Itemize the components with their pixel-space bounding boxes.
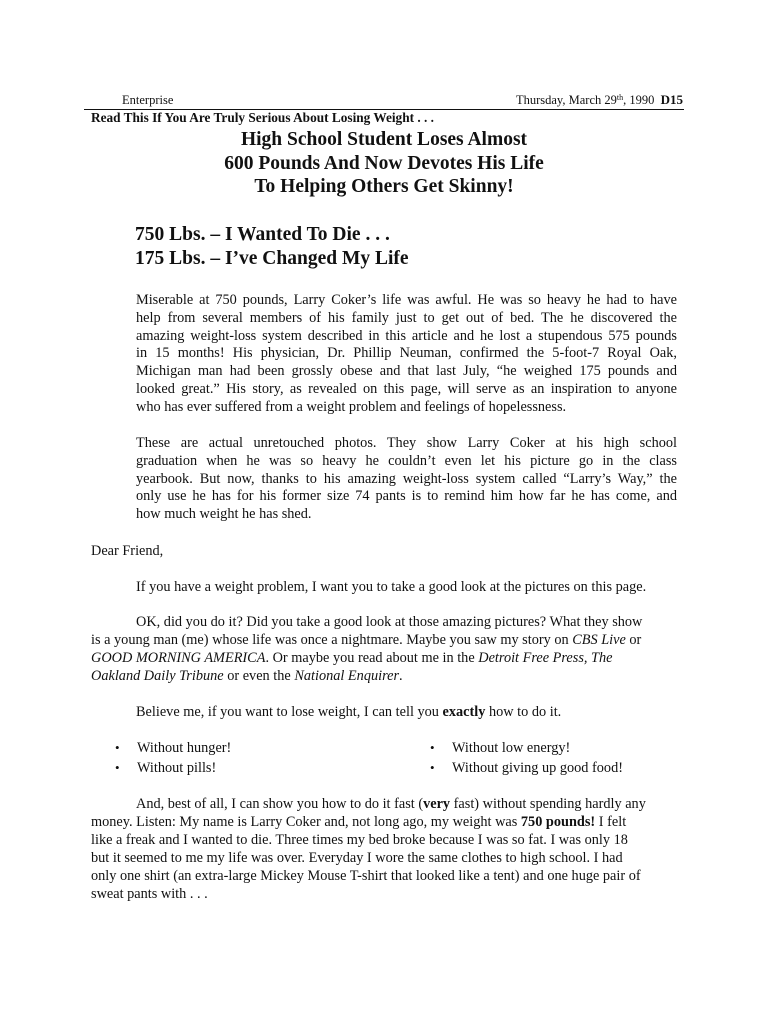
text-run: or even the xyxy=(223,668,295,684)
bullet-text: Without low energy! xyxy=(452,740,571,756)
text-line: looked great.” His story, as revealed on this page, will serve as an inspiration to anyone xyxy=(136,380,677,397)
text-run: . Or maybe you read about me in the xyxy=(265,650,479,666)
page-number: D15 xyxy=(660,92,683,107)
text-line xyxy=(136,796,646,813)
text-line: amazing weight-loss system described in this article and he lost a stupendous 575 pounds xyxy=(136,327,677,344)
kicker: Read This If You Are Truly Serious About Losing Weight . . . xyxy=(91,110,434,125)
bullet-text: Without giving up good food! xyxy=(452,760,623,776)
gma-title: GOOD MORNING AMERICA xyxy=(91,650,266,666)
bullet-text: Without pills! xyxy=(137,760,217,776)
bullet-text: Without hunger! xyxy=(137,740,232,756)
headline-line: 600 Pounds And Now Devotes His Life xyxy=(224,152,544,174)
headline xyxy=(84,128,684,199)
text-run: how to do it. xyxy=(485,704,562,720)
subheadline-line: 175 Lbs. – I’ve Changed My Life xyxy=(135,248,409,269)
text-line: These are actual unretouched photos. They show Larry Coker at his high school xyxy=(136,435,677,451)
bullet-icon: • xyxy=(430,740,435,755)
intro-paragraph xyxy=(136,292,677,417)
text-run: Believe me, if you want to lose weight, I can tell you xyxy=(136,704,443,720)
text-run: money. Listen: My name is Larry Coker and, not long ago, my weight was xyxy=(91,814,521,830)
text-line: graduation when he was so heavy he couldn’t even let his picture go in the class xyxy=(136,452,677,469)
intro-paragraph xyxy=(136,435,677,524)
bullet-icon: • xyxy=(115,740,120,755)
emphasis: exactly xyxy=(442,704,486,720)
text-run: fast) without spending hardly any xyxy=(450,796,646,812)
emphasis: 750 pounds! xyxy=(520,814,596,830)
text-run: And, best of all, I can show you how to do it fast ( xyxy=(136,796,424,812)
bullet-icon: • xyxy=(430,760,435,775)
text-run: I felt xyxy=(595,814,627,830)
issue-date xyxy=(516,92,683,108)
newspaper-title: Oakland Daily Tribune xyxy=(91,668,224,684)
newspaper-title: Detroit Free Press, The xyxy=(478,650,613,666)
newspaper-title: National Enquirer xyxy=(294,668,400,684)
text-run: is a young man (me) whose life was once a nightmare. Maybe you saw my story on xyxy=(91,632,573,648)
text-line xyxy=(91,814,626,831)
emphasis: very xyxy=(423,796,451,812)
subheadline-line: 750 Lbs. – I Wanted To Die . . . xyxy=(135,224,390,245)
body-paragraph: If you have a weight problem, I want you to take a good look at the pictures on this page. xyxy=(136,579,647,595)
text-line xyxy=(91,632,641,649)
paper-name: Enterprise xyxy=(122,93,174,107)
bullet-item xyxy=(115,760,216,777)
text-run: or xyxy=(625,632,642,648)
headline-line: To Helping Others Get Skinny! xyxy=(254,176,514,197)
text-line: yearbook. But now, thanks to his amazing weight-loss system called “Larry’s Way,” the xyxy=(136,470,677,487)
text-line: Michigan man had been grossly obese and that last July, “he weighed 175 pounds and xyxy=(136,363,677,380)
bullet-icon: • xyxy=(115,760,120,775)
text-line: only one shirt (an extra-large Mickey Mouse T-shirt that looked like a tent) and one huge pair of xyxy=(91,868,641,884)
text-line: OK, did you do it? Did you take a good look at those amazing pictures? What they show xyxy=(136,614,643,630)
date-text: Thursday, March 29 xyxy=(515,93,617,107)
text-line: how much weight he has shed. xyxy=(136,506,312,523)
text-line xyxy=(91,668,403,685)
bullet-item xyxy=(115,740,231,757)
text-run: . xyxy=(399,668,403,684)
bullet-item xyxy=(430,740,570,757)
text-line: like a freak and I wanted to die. Three times my bed broke because I was so fat. I was only 18 xyxy=(91,832,628,848)
text-line: but it seemed to me my life was over. Everyday I wore the same clothes to high school. I had xyxy=(91,850,623,866)
salutation: Dear Friend, xyxy=(91,543,164,559)
text-line: sweat pants with . . . xyxy=(91,886,208,902)
body-paragraph xyxy=(136,704,561,721)
text-line: only use he has for his former size 74 pants is to remind him how far he has come, and xyxy=(136,488,677,505)
headline-line: High School Student Loses Almost xyxy=(240,129,528,150)
bullet-item xyxy=(430,760,623,777)
text-line: Miserable at 750 pounds, Larry Coker’s life was awful. He was so heavy he had to have xyxy=(136,292,677,308)
text-line: in 15 months! His physician, Dr. Phillip Neuman, confirmed the 5-foot-7 Royal Oak, xyxy=(136,345,677,362)
text-line: help from several members of his family just to get out of bed. The he discovered the xyxy=(136,309,677,326)
text-line: who has ever suffered from a weight problem and feelings of hopelessness. xyxy=(136,398,567,415)
date-ordinal: th xyxy=(616,93,624,102)
date-year: , 1990 xyxy=(623,93,655,107)
subheadline xyxy=(135,223,409,271)
text-line xyxy=(91,650,612,667)
cbs-live-title: CBS Live xyxy=(572,632,626,648)
